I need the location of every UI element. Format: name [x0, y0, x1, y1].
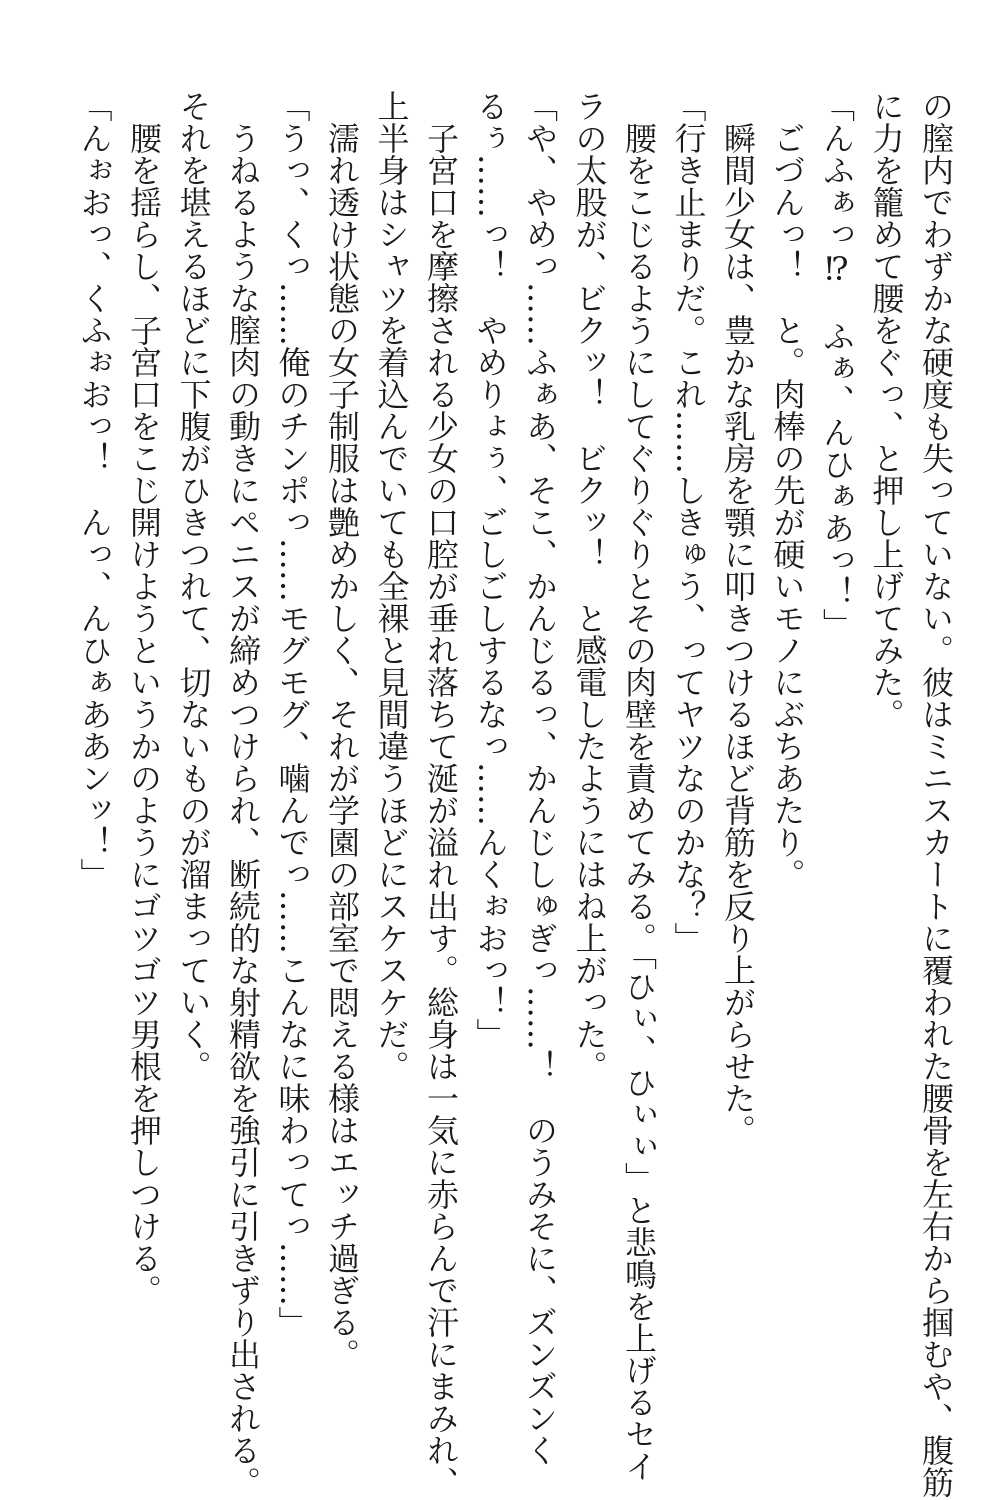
- text-line-13: 濡れ透け状態の女子制服は艶めかしく、それが学園の部室で悶える様はエッチ過ぎる。: [323, 90, 361, 1370]
- text-line-11: 子宮口を摩擦される少女の口腔が垂れ落ちて涎が溢れ出す。総身は一気に赤らんで汗にまみれ、: [422, 90, 460, 1498]
- text-line-17: 腰を揺らし、子宮口をこじ開けようというかのようにゴツゴツ男根を押しつける。: [125, 90, 163, 1306]
- text-line-15: うねるような膣肉の動きにペニスが締めつけられ、断続的な射精欲を強引に引きずり出される。: [224, 90, 262, 1498]
- text-line-18: 「んぉおっ、くふぉおっ！ んっ、んひぁああンッ！」: [75, 90, 114, 890]
- text-line-2: に力を籠めて腰をぐっ、と押し上げてみた。: [867, 90, 906, 730]
- text-line-7: 腰をこじるようにしてぐりぐりとその肉壁を責めてみる。「ひぃ、ひぃぃ」と悲鳴を上げるセイ: [620, 90, 658, 1482]
- text-line-16: それを堪えるほどに下腹がひきつれて、切ないものが溜まっていく。: [174, 90, 213, 1082]
- vertical-text-block: [60, 90, 960, 1498]
- text-line-1: の膣内でわずかな硬度も失っていない。彼はミニスカートに覆われた腰骨を左右から掴むや、腹筋: [917, 90, 955, 1498]
- text-line-12: 上半身はシャツを着込んでいても全裸と見間違うほどにスケスケだ。: [372, 90, 411, 1082]
- text-line-8: ラの太股が、ビクッ！ ビクッ！ と感電したようにはね上がった。: [570, 90, 609, 1082]
- text-line-14: 「うっ、くっ……俺のチンポっ……モグモグ、噛んでっ……こんなに味わってっ……」: [273, 90, 312, 1338]
- text-line-3: 「んふぁっ⁉ ふぁ、んひぁあっ！」: [818, 90, 856, 640]
- text-line-10: るぅ……っ！ やめりょぅ、ごしごしするなっ……んくぉおっ！」: [471, 90, 510, 1050]
- text-line-4: ごづんっ！ と。肉棒の先が硬いモノにぶちあたり。: [768, 90, 807, 890]
- text-line-9: 「や、やめっ……ふぁあ、そこ、かんじるっ、かんじしゅぎっ……！ のうみそに、ズンズンく: [521, 90, 559, 1466]
- text-line-5: 瞬間少女は、豊かな乳房を顎に叩きつけるほど背筋を反り上がらせた。: [719, 90, 757, 1146]
- text-line-6: 「行き止まりだ。これ……しきゅう、ってヤツなのかな？」: [669, 90, 708, 954]
